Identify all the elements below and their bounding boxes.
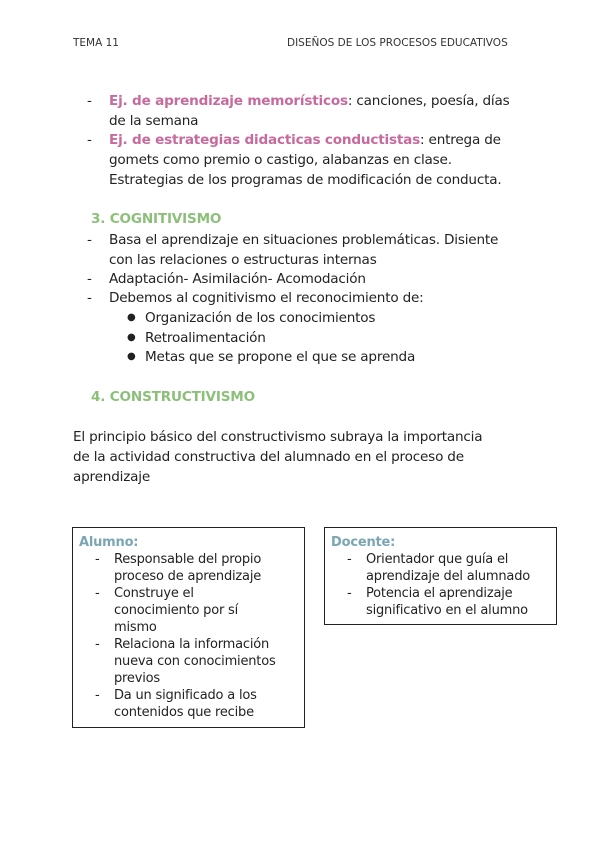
heading-constructivismo: 4. CONSTRUCTIVISMO bbox=[91, 389, 255, 405]
list-item: - Basa el aprendizaje en situaciones problemáticas. Disiente con las relaciones o estructuras internas bbox=[87, 232, 499, 268]
list-item: - Adaptación- Asimilación- Acomodación bbox=[87, 271, 366, 287]
list-item: - Relaciona la información nueva con conocimientos previos bbox=[95, 637, 276, 686]
list-item: - Da un significado a los contenidos que recibe bbox=[95, 688, 257, 720]
list-item: - Construye el conocimiento por sí mismo bbox=[95, 586, 239, 635]
example-conductist: - Ej. de estrategias didacticas conductistas: entrega de gomets como premio o castigo, alabanzas en clase. Estrategias de los programas de modificación de conducta. bbox=[87, 132, 502, 188]
header-right: DISEÑOS DE LOS PROCESOS EDUCATIVOS bbox=[287, 37, 508, 49]
sub-list-item: ● Organización de los conocimientos bbox=[127, 310, 376, 326]
docente-box: Docente: - Orientador que guía el aprendizaje del alumnado - Potencia el aprendizaje significativo en el alumno bbox=[324, 527, 557, 625]
alumno-box: Alumno: - Responsable del propio proceso de aprendizaje - Construye el conocimiento por sí mismo - Relaciona la información nueva con conocimientos previos - Da un significado a los contenidos que recibe bbox=[72, 527, 305, 728]
header-left: TEMA 11 bbox=[73, 37, 119, 49]
example-memoristic: - Ej. de aprendizaje memorísticos: canciones, poesía, días de la semana bbox=[87, 93, 510, 129]
sub-list-item: ● Retroalimentación bbox=[127, 330, 266, 346]
list-item: - Potencia el aprendizaje significativo en el alumno bbox=[347, 586, 528, 618]
constructivism-paragraph: El principio básico del constructivismo subraya la importancia de la actividad constructiva del alumnado en el proceso de aprendizaje bbox=[73, 429, 483, 485]
heading-cognitivismo: 3. COGNITIVISMO bbox=[91, 211, 222, 227]
list-item: - Debemos al cognitivismo el reconocimiento de: bbox=[87, 290, 424, 306]
sub-list-item: ● Metas que se propone el que se aprenda bbox=[127, 349, 416, 365]
list-item: - Responsable del propio proceso de aprendizaje bbox=[95, 552, 262, 584]
list-item: - Orientador que guía el aprendizaje del alumnado bbox=[347, 552, 530, 584]
